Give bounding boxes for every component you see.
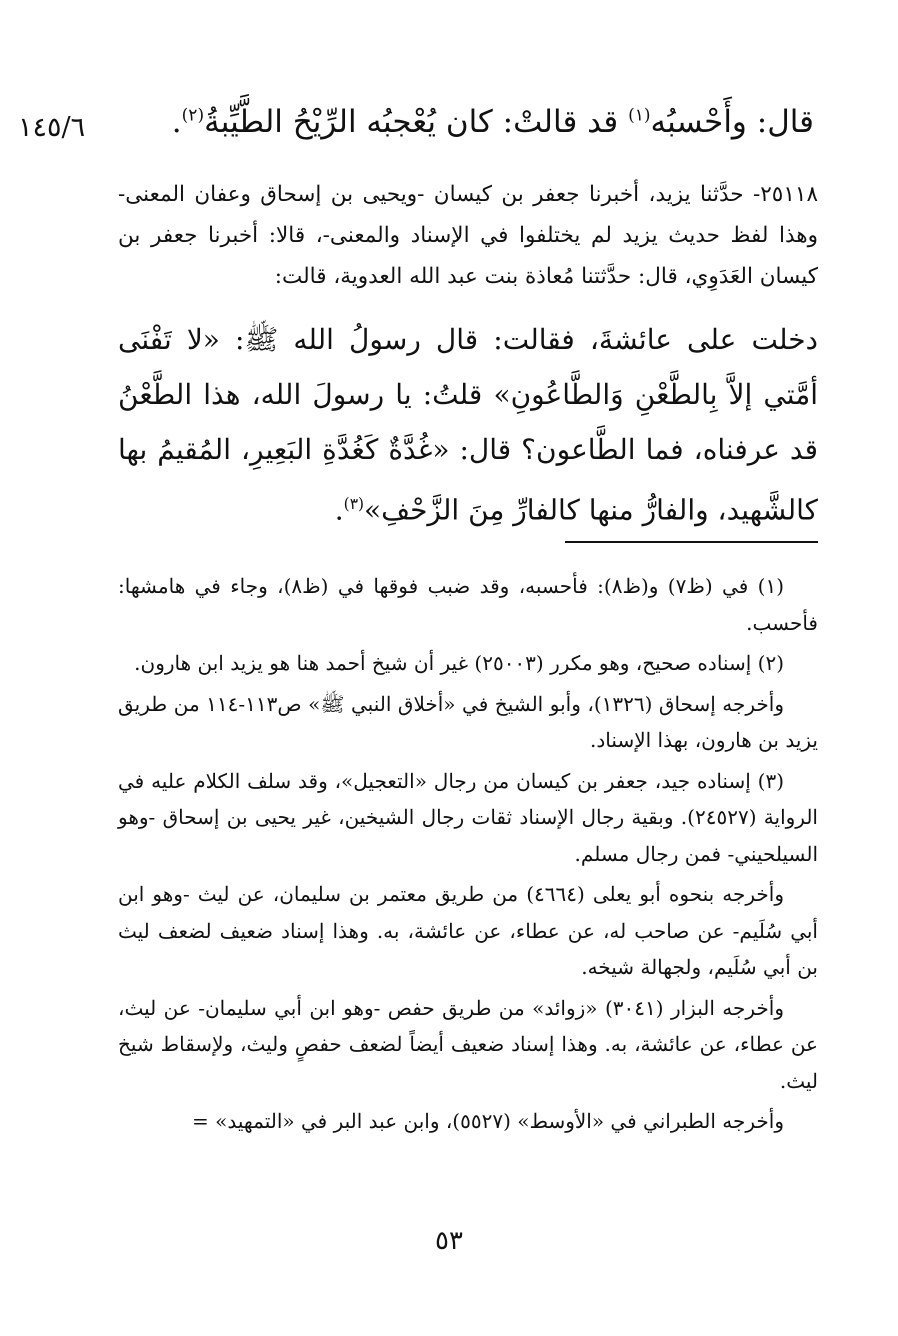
footnote-marker-3: (٣) — [343, 495, 364, 513]
page-reference: ١٤٥/٦ — [18, 112, 86, 143]
footnote-2-continued: وأخرجه إسحاق (١٣٢٦)، وأبو الشيخ في «أخلاق النبي ﷺ» ص١١٣-١١٤ من طريق يزيد بن هارون، بهذا الإسناد. — [118, 691, 818, 752]
footnote-divider — [565, 541, 818, 543]
hadith-matn-text: دخلت على عائشةَ، فقالت: قال رسولُ الله ﷺ: «لا تَفْنَى أمَّتي إلاَّ بِالطَّعْنِ وَالطَّاعُونِ» قلتُ: يا رسولَ الله، هذا الطَّعْنُ قد عرفناه، فما الطَّاعون؟ قال: «غُدَّةٌ كَغُدَّةِ البَعِيرِ، المُقيمُ بها كالشَّهيد، والفارُّ منها كالفارِّ مِنَ الزَّحْفِ» — [118, 323, 818, 527]
page-number: ٥٣ — [435, 1226, 463, 1256]
footnotes-section — [118, 568, 818, 1144]
footnote-marker-1: (١) — [628, 105, 651, 126]
continuation-text-end: . — [171, 104, 182, 140]
footnote-1: (١) في (ظ٧) و(ظ٨): فأحسبه، وقد ضبب فوقها في (ظ٨)، وجاء في هامشها: فأحسب. — [118, 574, 818, 635]
hadith-matn — [118, 312, 818, 537]
hadith-continuation — [171, 104, 814, 140]
footnote-3-continued-a: وأخرجه بنحوه أبو يعلى (٤٦٦٤) من طريق معتمر بن سليمان، عن ليث -وهو ابن أبي سُلَيم- عن صاحب له، عن عطاء، عن عائشة، به. وهذا إسناد ضعيف لضعف ليث بن أبي سُلَيم، ولجهالة شيخه. — [118, 882, 818, 979]
footnote-marker-2: (٢) — [181, 105, 205, 126]
footnote-3-continued-b: وأخرجه البزار (٣٠٤١) «زوائد» من طريق حفص -وهو ابن أبي سليمان- عن ليث، عن عطاء، عن عائشة، به. وهذا إسناد ضعيف أيضاً لضعف حفصٍ وليث، ولإسقاط شيخ ليث. — [118, 995, 818, 1093]
footnote-3: (٣) إسناده جيد، جعفر بن كيسان من رجال «التعجيل»، وقد سلف الكلام عليه في الرواية (٢٤٥٢٧). وبقية رجال الإسناد ثقات رجال الشيخين، غير يحيى بن إسحاق -وهو السيلحيني- فمن رجال مسلم. — [118, 768, 818, 866]
footnote-2: (٢) إسناده صحيح، وهو مكرر (٢٥٠٠٣) غير أن شيخ أحمد هنا هو يزيد ابن هارون. — [134, 651, 784, 675]
footnote-3-continued-c: وأخرجه الطبراني في «الأوسط» (٥٥٢٧)، وابن عبد البر في «التمهيد» = — [192, 1109, 784, 1133]
continuation-text-start: قال: وأَحْسبُه — [650, 104, 814, 140]
hadith-matn-end: . — [334, 493, 344, 527]
continuation-text-middle: قد قالتْ: كان يُعْجبُه الرِّيْحُ الطَّيِّبةُ — [204, 104, 629, 140]
hadith-isnad: ٢٥١١٨- حدَّثنا يزيد، أخبرنا جعفر بن كيسان -ويحيى بن إسحاق وعفان المعنى- وهذا لفظ حديث يزيد لم يختلفوا في الإسناد والمعنى-، قالا: أخبرنا جعفر بن كيسان العَدَوِي، قال: حدَّثتنا مُعاذة بنت عبد الله العدوية، قالت: — [118, 182, 818, 289]
